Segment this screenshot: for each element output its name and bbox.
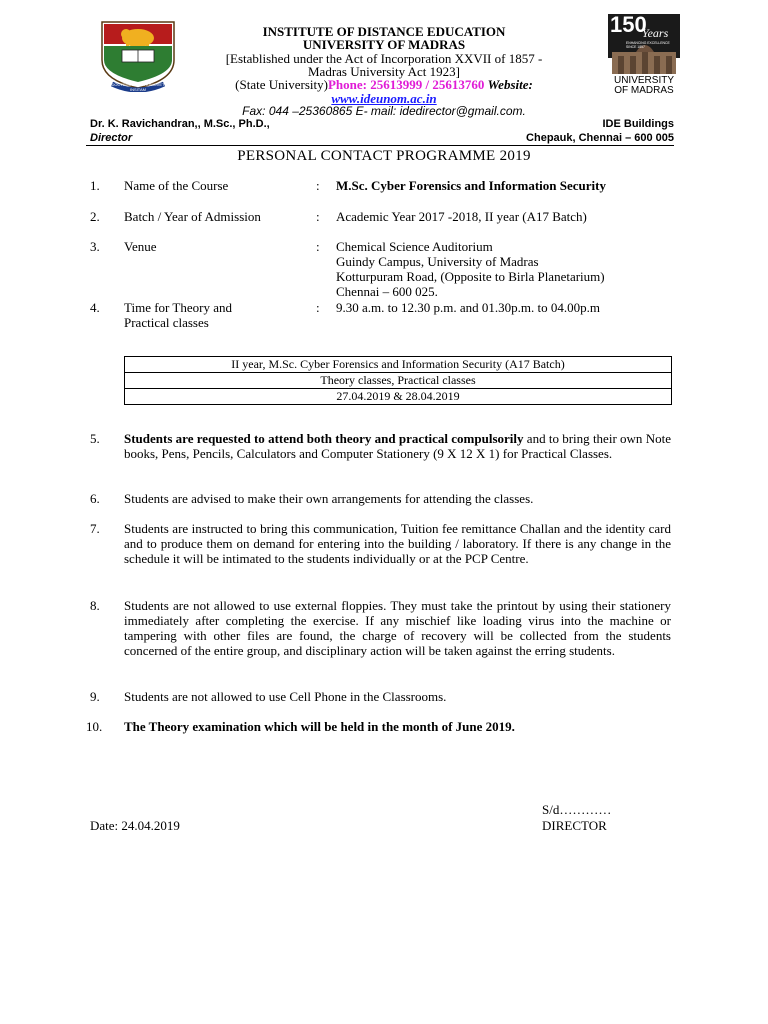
table-cell: Theory classes, Practical classes [125, 373, 672, 389]
established-line2: Madras University Act 1923] [307, 64, 460, 79]
chepauk-address: Chepauk, Chennai – 600 005 [526, 132, 674, 144]
fax-email: Fax: 044 –25360865 E- mail: idedirector@gmail.com. [242, 104, 526, 118]
instruction-text: and to bring their own Note books, Pens, Pencils, Calculators and Computer Stationery (9 X 12 X 1) for Practical Classes. [124, 431, 671, 461]
instruction-number: 8. [90, 598, 100, 613]
detail-colon: : [316, 209, 320, 224]
detail-colon: : [316, 300, 320, 315]
instruction-number: 7. [90, 521, 100, 536]
detail-number: 1. [90, 178, 100, 193]
university-crest-logo [96, 16, 180, 92]
detail-label: Practical classes [124, 315, 209, 330]
batch-table [124, 356, 672, 405]
detail-label: Time for Theory and [124, 300, 232, 315]
instruction-number: 6. [90, 491, 100, 506]
state-university: (State University) [235, 77, 328, 92]
table-row [125, 389, 672, 405]
instruction-bold: The Theory examination which will be held in the month of June 2019. [124, 719, 515, 734]
venue-line: Chennai – 600 025. [336, 284, 438, 299]
class-timing: 9.30 a.m. to 12.30 p.m. and 01.30p.m. to 04.00p.m [336, 300, 600, 315]
director-name: Dr. K. Ravichandran,, M.Sc., Ph.D., [90, 118, 270, 130]
logo-years-word: Years [642, 26, 669, 40]
contact-line [200, 78, 568, 92]
document-date: Date: 24.04.2019 [90, 818, 180, 833]
director-title: Director [90, 132, 133, 144]
logo-150-number: 150 [610, 12, 647, 37]
detail-number: 2. [90, 209, 100, 224]
table-cell: 27.04.2019 & 28.04.2019 [125, 389, 672, 405]
university-name: UNIVERSITY OF MADRAS [302, 37, 466, 52]
instruction-number: 5. [90, 431, 100, 446]
detail-label: Name of the Course [124, 178, 229, 193]
logo-label-line2: OF MADRAS [614, 85, 674, 96]
website-label: Website: [487, 77, 533, 92]
detail-number: 3. [90, 239, 100, 254]
website-link[interactable]: www.ideunom.ac.in [331, 91, 437, 106]
logo-tagline: ENHANCING EXCELLENCE SINCE 1857 [626, 41, 670, 49]
instruction-text: Students are not allowed to use external floppies. They must take the printout by using their stationery immediately after completing the exercise. If any mischief like loading virus into the machine or tampering with other files are found, the charge of recovery will be collected from the students concerned of the entire group, and disciplinary action will be taken against the erring students. [124, 598, 671, 658]
instruction-number: 10. [86, 719, 103, 734]
signatory: DIRECTOR [542, 818, 607, 833]
table-row [125, 357, 672, 373]
150-years-logo [608, 14, 680, 98]
instruction-text: Students are not allowed to use Cell Phone in the Classrooms. [124, 689, 447, 704]
course-name: M.Sc. Cyber Forensics and Information Security [336, 178, 606, 193]
table-cell: II year, M.Sc. Cyber Forensics and Information Security (A17 Batch) [125, 357, 672, 373]
page-title: PERSONAL CONTACT PROGRAMME 2019 [237, 148, 531, 164]
table-row [125, 373, 672, 389]
ide-buildings: IDE Buildings [602, 118, 674, 130]
batch-year: Academic Year 2017 -2018, II year (A17 Batch) [336, 209, 587, 224]
institute-name: INSTITUTE OF DISTANCE EDUCATION [262, 24, 506, 39]
instruction-item [124, 431, 671, 461]
detail-colon: : [316, 239, 320, 254]
phone-numbers: Phone: 25613999 / 25613760 [327, 77, 485, 92]
detail-label: Batch / Year of Admission [124, 209, 261, 224]
instruction-text: Students are advised to make their own arrangements for attending the classes. [124, 491, 534, 506]
venue-line: Chemical Science Auditorium [336, 239, 493, 254]
signature-mark: S/d………… [542, 802, 612, 817]
venue-line: Kotturpuram Road, (Opposite to Birla Planetarium) [336, 269, 605, 284]
logo-label-line1: UNIVERSITY [613, 75, 674, 86]
header-rule [86, 145, 674, 146]
detail-label: Venue [124, 239, 157, 254]
established-line1: [Established under the Act of Incorporation XXVII of 1857 - [225, 51, 543, 66]
instruction-number: 9. [90, 689, 100, 704]
detail-colon: : [316, 178, 320, 193]
instruction-bold: Students are requested to attend both theory and practical compulsorily [124, 431, 524, 446]
crest-motto: DOCTRINA VIM PROMOVET INSITAM [111, 82, 165, 92]
venue-line: Guindy Campus, University of Madras [336, 254, 539, 269]
detail-number: 4. [90, 300, 100, 315]
instruction-text: Students are instructed to bring this communication, Tuition fee remittance Challan and the identity card and to produce them on demand for entering into the building / laboratory. If there is any change in the schedule it will be intimated to the students individually or at the PCP Centre. [124, 521, 671, 566]
